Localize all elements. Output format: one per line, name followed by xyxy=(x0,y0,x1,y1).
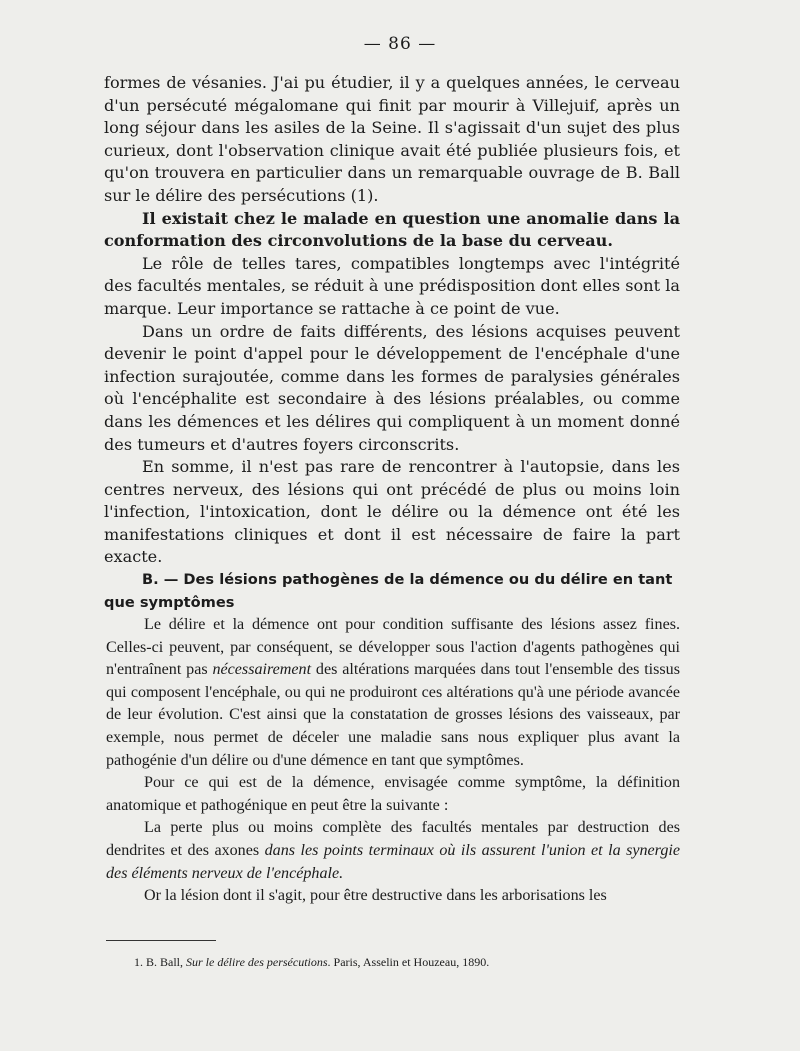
footnote-rest: . Paris, Asselin et Houzeau, 1890. xyxy=(327,955,490,969)
paragraph xyxy=(106,614,680,772)
paragraph: Il existait chez le malade en question une anomalie dans la conformation des circonvolutions de la base du cerveau. xyxy=(104,208,680,251)
paragraph: Pour ce qui est de la démence, envisagée comme symptôme, la définition anatomique et pathogénique en peut être la suivante : xyxy=(106,774,680,814)
footnote-divider xyxy=(106,940,216,941)
text-run: La perte plus ou moins complète des facultés mentales par destruction des dendrites et des axones xyxy=(106,819,680,859)
paragraph: Dans un ordre de faits différents, des lésions acquises peuvent devenir le point d'appel pour le développement de l'encéphale d'une infection surajoutée, comme dans les formes de paralysies générales où l'encéphalite est secondaire à des lésions préalables, ou comme dans les démences et les délires qui compliquent à un moment donné des tumeurs et d'autres foyers circonscrits. xyxy=(104,321,680,454)
page-number: — 86 — xyxy=(363,34,437,54)
text-run: Le délire et la démence ont pour condition suffisante des lésions assez fines. Celles-ci peuvent, par conséquent, se développer sous l'action d'agents pathogènes qui n'entraînent pas xyxy=(106,616,680,679)
text-run: des altérations marquées dans tout l'ensemble des tissus qui composent l'encéphale, ou qui ne produiront ces altérations qu'à une période avancée de leur évolution. C'est ainsi que la constatation de grosses lésions des vaisseaux, par exemple, nous permet de déceler une maladie sans nous expliquer plus avant la pathogénie d'un délire ou d'une démence en tant que symptômes. xyxy=(106,661,680,769)
paragraph xyxy=(106,817,680,885)
emphasis-text: dans les points terminaux où ils assurent l'union et la synergie des éléments nerveux de l'encéphale. xyxy=(106,841,680,882)
footnote xyxy=(134,954,674,970)
paragraph: En somme, il n'est pas rare de rencontrer à l'autopsie, dans les centres nerveux, des lésions qui ont précédé de plus ou moins loin l'infection, l'intoxication, dont le délire ou la démence ont été les manifestations cliniques et dont il est nécessaire de faire la part exacte. xyxy=(104,457,680,567)
paragraph: Or la lésion dont il s'agit, pour être destructive dans les arborisations les xyxy=(144,887,607,905)
emphasis-text: nécessairement xyxy=(212,661,312,679)
section-heading: B. — Des lésions pathogènes de la démence ou du délire en tant que symptômes xyxy=(104,571,673,611)
footnote-title: Sur le délire des persécutions xyxy=(186,955,328,969)
footnote-marker: 1. B. Ball, xyxy=(134,955,187,969)
paragraph: formes de vésanies. J'ai pu étudier, il y a quelques années, le cerveau d'un persécuté mégalomane qui finit par mourir à Villejuif, après un long séjour dans les asiles de la Seine. Il s'agissait d'un sujet des plus curieux, dont l'observation clinique avait été publiée plusieurs fois, et qu'on trouvera en particulier dans un remarquable ouvrage de B. Ball sur le délire des persécutions (1). xyxy=(104,73,680,205)
main-text-block xyxy=(104,72,680,614)
paragraph: Le rôle de telles tares, compatibles longtemps avec l'intégrité des facultés mentales, se réduit à une prédisposition dont elles sont la marque. Leur importance se rattache à ce point de vue. xyxy=(104,253,680,318)
section-b-text-block xyxy=(106,614,680,908)
